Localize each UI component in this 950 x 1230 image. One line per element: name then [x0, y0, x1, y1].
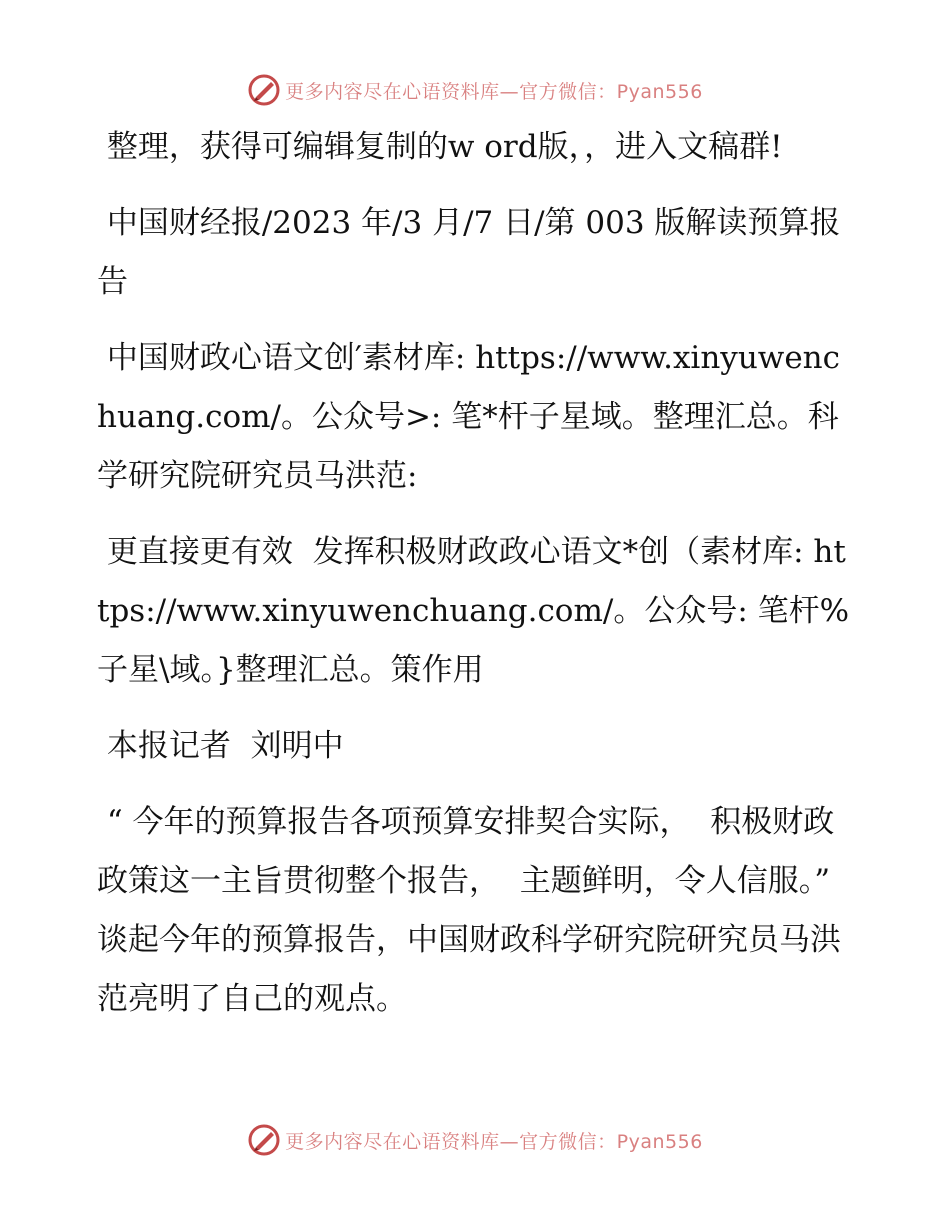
logo-icon [247, 1123, 281, 1157]
paragraph: 本报记者 刘明中 [97, 728, 344, 764]
banner-text: 更多内容尽在心语资料库—官方微信：Pyan556 [285, 1130, 703, 1153]
document-body [97, 118, 857, 1046]
paragraph: “ 今年的预算报告各项预算安排契合实际， 积极财政政策这一主旨贯彻整个报告， 主题鲜明，令人信服。” 谈起今年的预算报告，中国财政科学研究院研究员马洪范亮明了自己的观点。 [97, 804, 841, 1017]
paragraph: 更直接更有效 发挥积极财政政心语文*创（素材库: https://www.xinyuwenchuang.com/。公众号: 笔杆%子星\域。}整理汇总。策作用 [97, 534, 850, 688]
banner-text: 更多内容尽在心语资料库—官方微信：Pyan556 [285, 80, 703, 103]
header-banner [0, 70, 950, 110]
footer-banner [0, 1120, 950, 1160]
paragraph: 整理，获得可编辑复制的w ord版，，进入文稿群! [97, 129, 783, 165]
paragraph: 中国财经报/2023 年/3 月/7 日/第 003 版解读预算报告 [97, 205, 841, 300]
paragraph: 中国财政心语文创′素材库: https://www.xinyuwenchuang.com/。公众号>: 笔*杆子星域。整理汇总。科学研究院研究员马洪范: [97, 340, 840, 494]
logo-icon [247, 73, 281, 107]
